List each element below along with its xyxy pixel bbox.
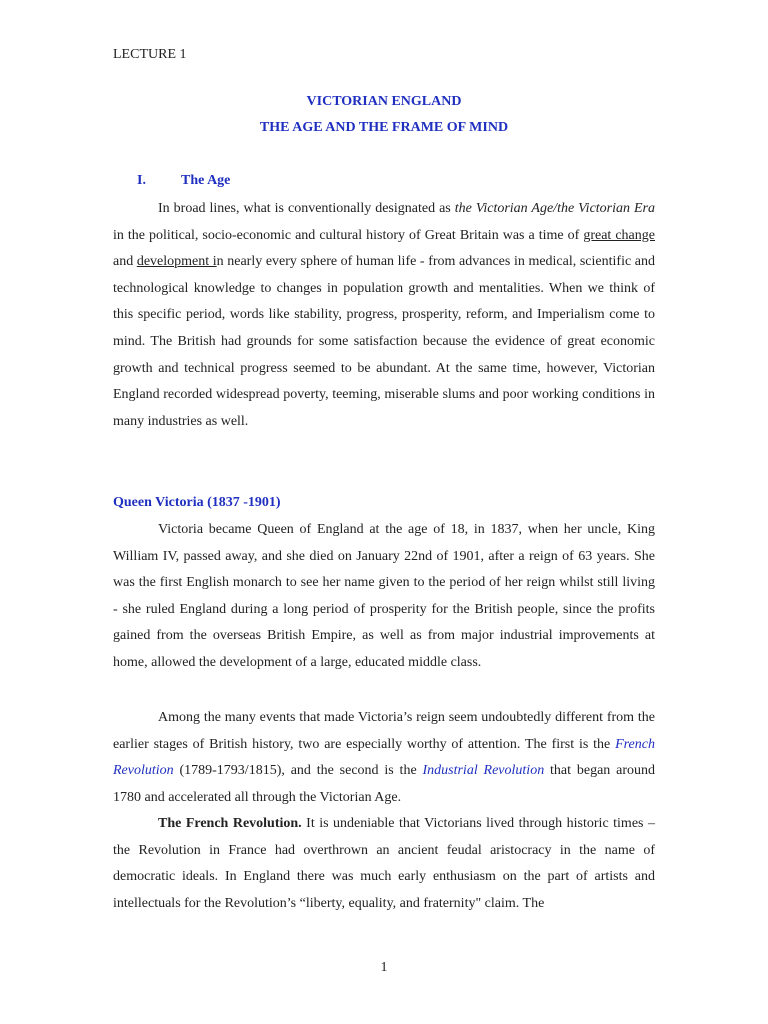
run-in-heading: The French Revolution. — [158, 816, 302, 831]
italic-term: the Victorian Age/the Victorian Era — [454, 201, 656, 216]
lecture-label: LECTURE 1 — [113, 47, 187, 62]
section-title: The Age — [181, 173, 231, 188]
subsection-heading: Queen Victoria (1837 -1901) — [113, 495, 281, 510]
paragraph-events — [113, 705, 655, 811]
document-subtitle: THE AGE AND THE FRAME OF MIND — [259, 120, 509, 135]
underlined-term: development i — [136, 254, 217, 270]
text-run: Among the many events that made Victoria’s reign seem undoubtedly different from the earlier stages of British history, two are especially worthy of attention. The first is the — [113, 710, 655, 752]
text-run: In broad lines, what is conventionally designated as — [158, 201, 455, 216]
industrial-revolution-link[interactable]: Industrial Revolution — [422, 763, 545, 779]
document-title: VICTORIAN ENGLAND — [306, 94, 462, 109]
text-run: and — [113, 254, 137, 270]
text-run: (1789-1793/1815), and the second is the — [173, 763, 423, 779]
text-run: in the political, socio-economic and cultural history of Great Britain was a time of — [113, 227, 584, 243]
section-heading — [137, 173, 230, 189]
paragraph-french-revolution — [113, 811, 655, 917]
paragraph-the-age — [113, 196, 655, 435]
text-run: that began around 1780 and accelerated all through the Victorian Age. — [113, 763, 655, 805]
paragraph-queen-victoria: Victoria became Queen of England at the age of 18, in 1837, when her uncle, King William IV, passed away, and she died on January 22nd of 1901, after a reign of 63 years. She was the first English monarch to see her name given to the period of her reign whilst still living - she ruled England during a long period of prosperity for the British people, since the profits gained from the overseas British Empire, as well as from major industrial improvements at home, allowed the development of a large, educated middle class. — [113, 522, 655, 670]
section-number: I. — [137, 173, 146, 188]
underlined-term: great change — [583, 227, 655, 243]
french-revolution-link[interactable]: French Revolution — [113, 736, 655, 779]
text-run: n nearly every sphere of human life - from advances in medical, scientific and technological knowledge to changes in population growth and mentalities. When we think of this specific period, words like stability, progress, prosperity, reform, and Imperialism come to mind. The British had grounds for some satisfaction because the evidence of great economic growth and technical progress seemed to be abundant. At the same time, however, Victorian England recorded widespread poverty, teeming, miserable slums and poor working conditions in many industries as well. — [113, 254, 655, 429]
page-number: 1 — [380, 960, 388, 975]
text-run: It is undeniable that Victorians lived through historic times – the Revolution in France had overthrown an ancient feudal aristocracy in the name of democratic ideals. In England there was much early enthusiasm on the part of artists and intellectuals for the Revolution’s “liberty, equality, and fraternity" claim. The — [113, 816, 655, 911]
